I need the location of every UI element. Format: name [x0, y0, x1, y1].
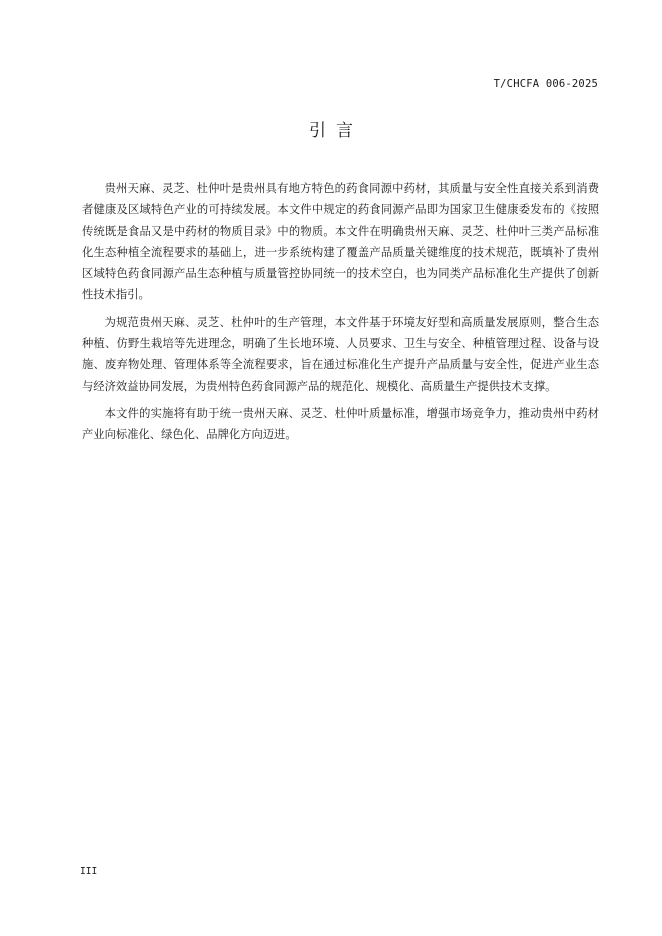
paragraph-3: 本文件的实施将有助于统一贵州天麻、灵芝、杜仲叶质量标准，增强市场竞争力，推动贵州中药材产业向标准化、绿色化、品牌化方向迈进。	[82, 406, 599, 442]
document-code: T/CHCFA 006-2025	[493, 78, 598, 90]
page-title: 引言	[309, 121, 363, 141]
paragraph-2: 为规范贵州天麻、灵芝、杜仲叶的生产管理，本文件基于环境友好型和高质量发展原则，整合生态种植、仿野生栽培等先进理念，明确了生长地环境、人员要求、卫生与安全、种植管理过程、设备与设施、废弃物处理、管理体系等全流程要求，旨在通过标准化生产提升产品质量与安全性，促进产业生态与经济效益协同发展，为贵州特色药食同源产品的规范化、规模化、高质量生产提供技术支撑。	[82, 315, 599, 393]
page-number: III	[80, 866, 98, 877]
body-text	[82, 178, 599, 452]
paragraph-1: 贵州天麻、灵芝、杜仲叶是贵州具有地方特色的药食同源中药材，其质量与安全性直接关系到消费者健康及区域特色产业的可持续发展。本文件中规定的药食同源产品即为国家卫生健康委发布的《按照传统既是食品又是中药材的物质目录》中的物质。本文件在明确贵州天麻、灵芝、杜仲叶三类产品标准化生态种植全流程要求的基础上，进一步系统构建了覆盖产品质量关键维度的技术规范，既填补了贵州区域特色药食同源产品生态种植与质量管控协同统一的技术空白，也为同类产品标准化生产提供了创新性技术指引。	[82, 182, 599, 302]
